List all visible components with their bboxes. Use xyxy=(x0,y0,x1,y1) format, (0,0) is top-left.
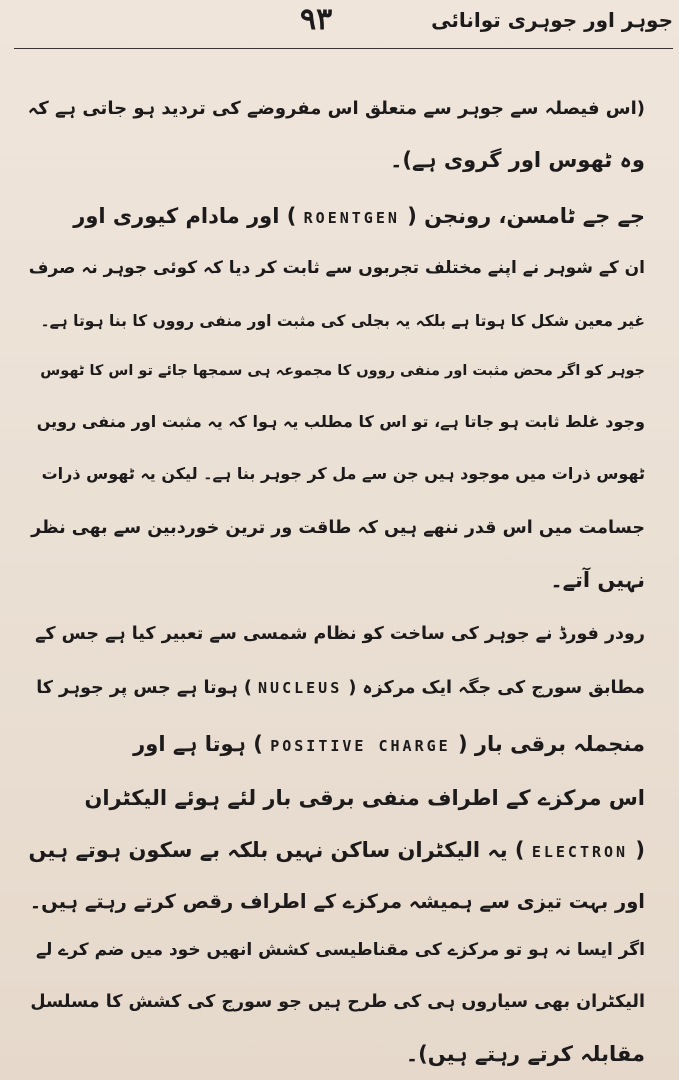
latin-term: NUCLEUS xyxy=(258,679,343,697)
text-line: (اس فیصلہ سے جوہر سے متعلق اس مفروضے کی تردید ہو جاتی ہے کہ xyxy=(27,98,645,119)
text-line: الیکٹران بھی سیاروں ہی کی طرح ہیں جو سورج کی کشش کا مسلسل xyxy=(30,992,645,1012)
text-line: جسامت میں اس قدر ننھے ہیں کہ طاقت ور ترین خوردبین سے بھی نظر xyxy=(31,518,645,538)
text-line: غیر معین شکل کا ہوتا ہے بلکہ یہ بجلی کی مثبت اور منفی رووں کا بنا ہوتا ہے۔ xyxy=(40,312,645,330)
text-line: رودر فورڈ نے جوہر کی ساخت کو نظام شمسی سے تعبیر کیا ہے جس کے xyxy=(35,624,645,644)
text-line: مقابلہ کرتے رہتے ہیں)۔ xyxy=(405,1042,645,1066)
text-line: اور بہت تیزی سے ہمیشہ مرکزے کے اطراف رقص کرتے رہتے ہیں۔ xyxy=(29,890,645,913)
page-number: ۹۳ xyxy=(300,2,333,37)
latin-term: POSITIVE CHARGE xyxy=(270,737,451,755)
text-line: نہیں آتے۔ xyxy=(550,568,645,592)
latin-term: ROENTGEN xyxy=(303,209,400,227)
text-line: وہ ٹھوس اور گروی ہے)۔ xyxy=(390,148,645,172)
text-line: جے جے ٹامسن، رونجن ( ROENTGEN ) اور مادام کیوری اور xyxy=(73,204,645,228)
latin-term: ELECTRON xyxy=(531,843,629,861)
text-line: وجود غلط ثابت ہو جاتا ہے، تو اس کا مطلب یہ ہوا کہ یہ مثبت اور منفی رویں xyxy=(36,412,645,431)
text-line: اس مرکزے کے اطراف منفی برقی بار لئے ہوئے الیکٹران xyxy=(84,786,645,810)
text-line: جوہر کو اگر محض مثبت اور منفی رووں کا مجموعہ ہی سمجھا جائے تو اس کا ٹھوس xyxy=(40,363,645,379)
header-rule xyxy=(14,48,673,49)
text-line: ٹھوس ذرات میں موجود ہیں جن سے مل کر جوہر بنا ہے۔ لیکن یہ ٹھوس ذرات xyxy=(41,464,645,483)
text-line: اگر ایسا نہ ہو تو مرکزے کی مقناطیسی کشش انھیں خود میں ضم کرے لے xyxy=(36,940,645,960)
text-line: ان کے شوہر نے اپنے مختلف تجربوں سے ثابت کر دیا کہ کوئی جوہر نہ صرف xyxy=(28,258,645,278)
text-line: منجملہ برقی بار ( POSITIVE CHARGE ) ہوتا ہے اور xyxy=(133,732,645,756)
running-title: جوہر اور جوہری توانائی xyxy=(431,8,673,32)
text-line: ( ELECTRON ) یہ الیکٹران ساکن نہیں بلکہ بے سکون ہوتے ہیں xyxy=(28,838,645,862)
text-line: مطابق سورج کی جگہ ایک مرکزہ ( NUCLEUS ) ہوتا ہے جس پر جوہر کا xyxy=(36,678,645,698)
